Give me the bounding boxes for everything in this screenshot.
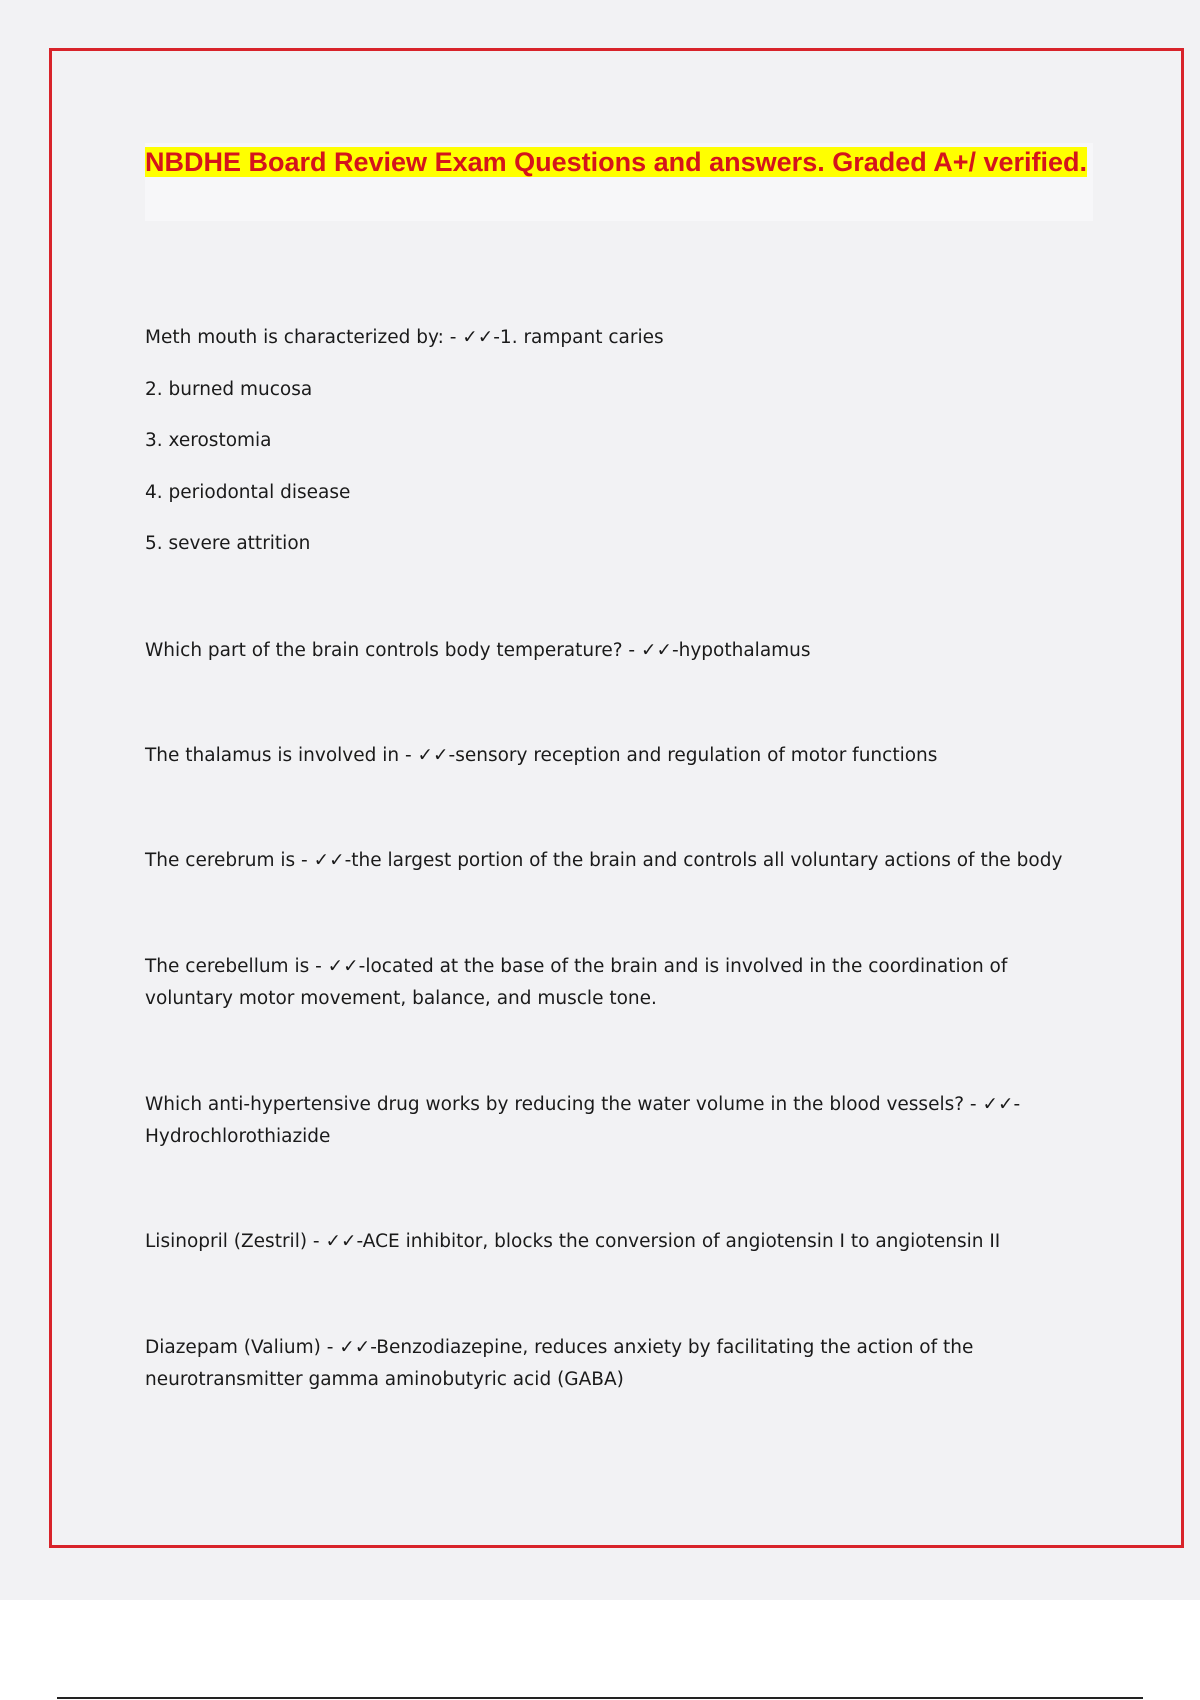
qa-item-hypothalamus: Which part of the brain controls body temperature? - ✓✓-hypothalamus — [145, 640, 811, 661]
qa-item-meth-mouth: Meth mouth is characterized by: - ✓✓-1. rampant caries — [145, 327, 664, 348]
qa-item-lisinopril: Lisinopril (Zestril) - ✓✓-ACE inhibitor, blocks the conversion of angiotensin I to angiotensin II — [145, 1231, 1001, 1252]
title-block — [145, 143, 1093, 221]
qa-item-attrition: 5. severe attrition — [145, 533, 311, 554]
qa-item-cerebrum: The cerebrum is - ✓✓-the largest portion of the brain and controls all voluntary actions of the body — [145, 850, 1063, 871]
document-title-text: NBDHE Board Review Exam Questions and answers. Graded A+/ verified. — [145, 147, 1088, 177]
qa-item-periodontal: 4. periodontal disease — [145, 482, 351, 503]
qa-item-burned-mucosa: 2. burned mucosa — [145, 379, 313, 400]
document-title — [145, 143, 1093, 181]
qa-item-thalamus: The thalamus is involved in - ✓✓-sensory reception and regulation of motor functions — [145, 745, 938, 766]
qa-item-diazepam: Diazepam (Valium) - ✓✓-Benzodiazepine, reduces anxiety by facilitating the action of the neurotransmitter gamma aminobutyric acid (GABA) — [145, 1337, 974, 1390]
qa-item-hydrochlorothiazide: Which anti-hypertensive drug works by reducing the water volume in the blood vessels? - ✓✓-Hydrochlorothiazide — [145, 1094, 1021, 1147]
qa-item-xerostomia: 3. xerostomia — [145, 430, 272, 451]
document-frame — [49, 48, 1184, 1548]
qa-item-cerebellum: The cerebellum is - ✓✓-located at the base of the brain and is involved in the coordination of voluntary motor movement, balance, and muscle tone. — [145, 956, 1008, 1009]
footer-divider — [57, 1697, 1143, 1699]
